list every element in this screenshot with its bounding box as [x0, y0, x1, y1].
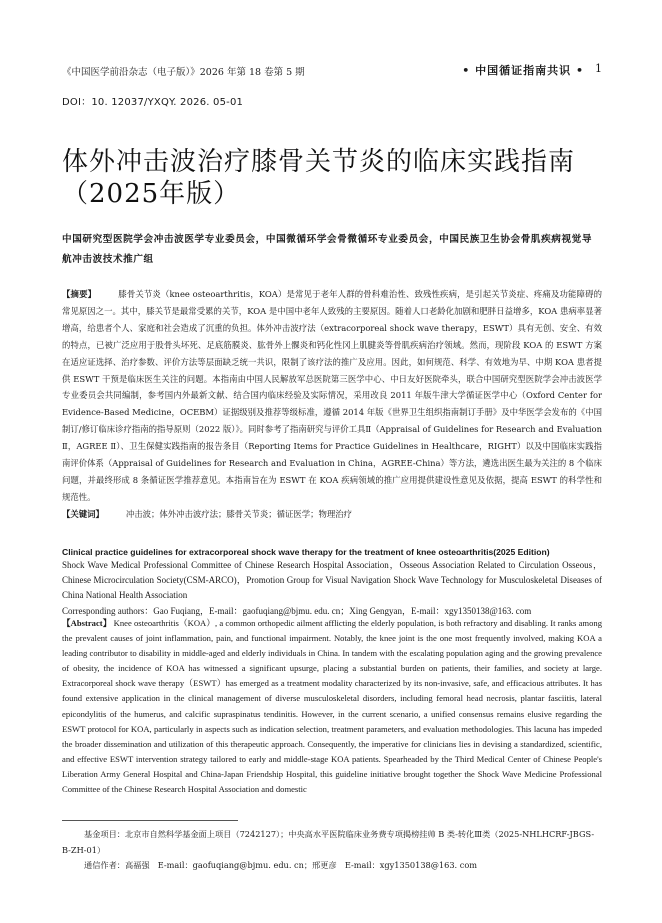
page-number: 1: [595, 62, 602, 75]
series-label: • 中国循证指南共识 •: [462, 64, 584, 77]
abstract-cn: [62, 286, 602, 506]
abstract-en: [62, 616, 602, 797]
footnote-divider: [62, 820, 238, 821]
corresponding-authors-en: Corresponding authors：Gao Fuqiang，E-mail：gaofuqiang@bjmu. edu. cn；Xing Gengyan，E-mail：xgy1350138@163. com: [62, 606, 532, 616]
doi[interactable]: DOI：10. 12037/YXQY. 2026. 05-01: [62, 97, 244, 108]
abstract-en-text: Knee osteoarthritis（KOA）, a common orthopedic ailment afflicting the elderly population, is both refractory and disabling. It ranks among the prevalent causes of joint inflammation, pain, and functional impairment. Notably, the knee joint is the one most frequently involved, making KOA a leading contributor to disability in middle-aged and elderly individuals in China. In tandem with the escalating population aging and the growing prevalence of obesity, the incidence of KOA has witnessed a significant upsurge, placing a substantial burden on patients, their families, and society at large. Extracorporeal shock wave therapy（ESWT）has emerged as a treatment modality characterized by its non-invasive, safe, and efficacious attributes. It has found extensive application in the clinical management of diverse musculoskeletal disorders, including femoral head necrosis, plantar fasciitis, lateral epicondylitis of the humerus, and calcific supraspinatus tendinitis. However, in the current scenario, a unified consensus remains elusive regarding the ESWT protocol for KOA, particularly in aspects such as indication selection, treatment parameters, and evaluation methodologies. This lacuna has impeded the broader dissemination and utilization of this therapeutic approach. Consequently, the imperative for clinicians lies in devising a standardized, scientific, and effective ESWT intervention strategy tailored to early and middle-stage KOA patients. Spearheaded by the Third Medical Center of Chinese People's Liberation Army General Hospital and China-Japan Friendship Hospital, this guideline initiative brought together the Shock Wave Medicine Professional Committee of the Chinese Research Hospital Association and domestic: [62, 618, 602, 795]
abstract-cn-label: 【摘要】: [62, 289, 97, 299]
keywords-cn-label: 【关键词】: [62, 509, 104, 519]
correspondence-note: [62, 858, 602, 872]
funding-text: 基金项目：北京市自然科学基金面上项目（7242127）；中央高水平医院临床业务费专项揭榜挂帅 B 类-转化Ⅲ类（2025-NHLHCRF-JBGS-B-ZH-01）: [62, 829, 595, 855]
authors-cn: 中国研究型医院学会冲击波医学专业委员会，中国微循环学会骨微循环专业委员会，中国民族卫生协会骨肌疾病视觉导航冲击波技术推广组: [62, 234, 593, 265]
abstract-cn-text: 膝骨关节炎（knee osteoarthritis，KOA）是常见于老年人群的骨科难治性、致残性疾病，是引起关节炎症、疼痛及功能障碍的常见原因之一。其中，膝关节是最常受累的关节，KOA 是中国中老年人致残的主要原因。随着人口老龄化加剧和肥胖日益增多，KOA 患病率显著增高，给患者个人、家庭和社会造成了沉重的负担。体外冲击波疗法（extracorporeal shock wave therapy，ESWT）具有无创、安全、有效的特点，已被广泛应用于股骨头坏死、足底筋膜炎、肱骨外上髁炎和钙化性冈上肌腱炎等骨肌疾病治疗领域。然而，现阶段 KOA 的 ESWT 方案在适应证选择、治疗参数、评价方法等层面缺乏统一共识，限制了该疗法的推广及应用。因此，如何规范、科学、有效地为早、中期 KOA 患者提供 ESWT 干预是临床医生关注的问题。本指南由中国人民解放军总医院第三医学中心、中日友好医院牵头，联合中国研究型医院学会冲击波医学专业委员会共同编制，参考国内外最新文献、结合国内临床经验及实际情况，采用改良 2011 年版牛津大学循证医学中心（Oxford Center for Evidence-Based Medicine，OCEBM）证据级别及推荐等级标准，遵循 2014 年版《世界卫生组织指南制订手册》及中华医学会发布的《中国制订/修订临床诊疗指南的指导原则（2022 版）》。同时参考了指南研究与评价工具Ⅱ（Appraisal of Guidelines for Research and Evaluation Ⅱ，AGREE Ⅱ）、卫生保健实践指南的报告条目（Reporting Items for Practice Guidelines in Healthcare，RIGHT）以及中国临床实践指南评价体系（Appraisal of Guidelines for Research and Evaluation in China，AGREE-China）等方法，遴选出医生最为关注的 8 个临床问题，并最终形成 8 条循证医学推荐意见。本指南旨在为 ESWT 在 KOA 疾病领域的推广应用提供建设性意见及依据，提高 ESWT 的科学性和规范性。: [62, 289, 602, 502]
keywords-cn-text: 冲击波；体外冲击波疗法；膝骨关节炎；循证医学；物理治疗: [125, 509, 352, 519]
authors-en: Shock Wave Medical Professional Committee of Chinese Research Hospital Association，Osseous Association Related to Circulation Osseous，Chinese Microcirculation Society(CSM-ARCO)，Promotion Group for Visual Navigation Shock Wave Technology for Musculoskeletal Diseases of China National Health Association: [62, 560, 602, 601]
article-title-en: Clinical practice guidelines for extracorporeal shock wave therapy for the treatment of knee osteoarthritis(2025 Edition): [62, 547, 550, 557]
article-title: [62, 146, 622, 210]
journal-citation: 《中国医学前沿杂志（电子版）》2026 年第 18 卷第 5 期: [62, 67, 305, 78]
article-title-line-2: （2025年版）: [62, 179, 241, 209]
abstract-en-label: 【Abstract】: [62, 618, 112, 628]
article-title-line-1: 体外冲击波治疗膝骨关节炎的临床实践指南: [62, 147, 576, 177]
correspondence-text: 通信作者：高福强 E-mail：gaofuqiang@bjmu. edu. cn；邢更彦 E-mail：xgy1350138@163. com: [84, 860, 478, 870]
keywords-cn: [62, 506, 602, 522]
running-header: [62, 62, 602, 80]
funding-note: [62, 826, 602, 858]
